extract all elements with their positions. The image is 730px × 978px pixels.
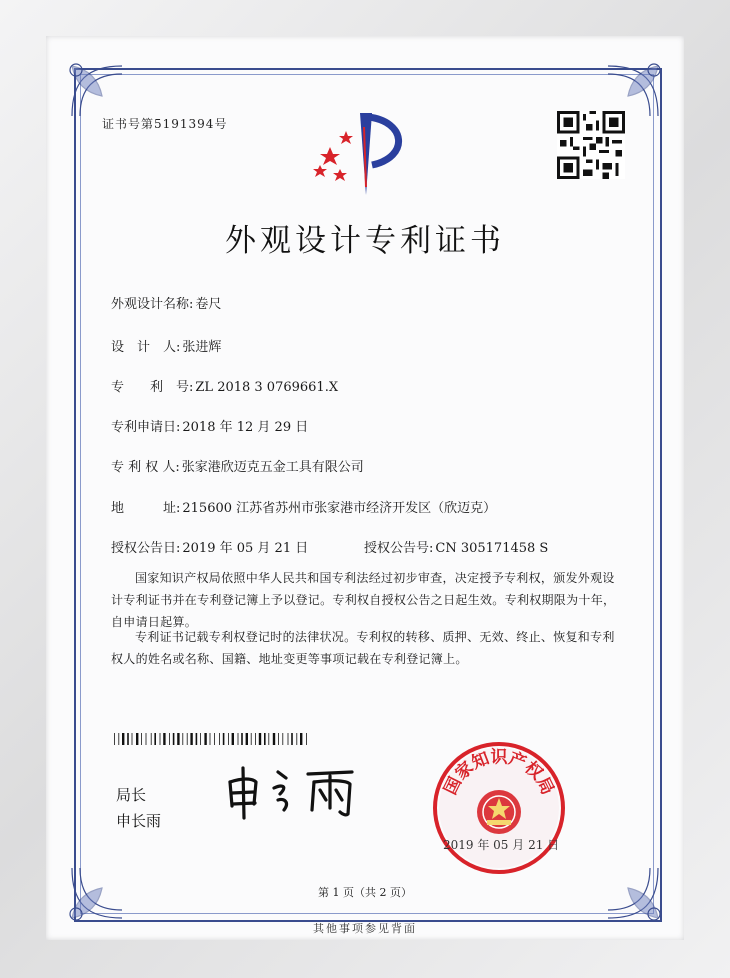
field-value: 张进辉 [182,340,222,355]
director-title: 局长 [116,786,147,804]
field-address [111,497,496,516]
field-announcement-number [364,537,548,556]
patent-office-logo [306,107,416,197]
field-value: 卷尺 [195,297,222,312]
field-value: CN 305171458 S [435,541,549,556]
director-signature [222,760,372,820]
field-application-date [111,416,308,435]
field-value: 2019 年 05 月 21 日 [182,541,309,556]
field-label: 设 计 人: [111,340,181,355]
field-label: 外观设计名称: [111,297,194,312]
field-patentee [111,456,364,475]
field-label: 授权公告号: [364,541,434,556]
field-label: 授权公告日: [111,541,181,556]
certificate-title: 外观设计专利证书 [225,223,505,259]
field-value: 2018 年 12 月 29 日 [182,420,309,435]
field-design-name [111,293,221,312]
director-name: 申长雨 [116,812,162,830]
field-patent-number [111,376,338,395]
qr-code [557,111,625,179]
field-label: 专 利 号: [111,380,194,395]
page-number: 第 1 页（共 2 页） [318,886,412,899]
certificate-number: 证书号第5191394号 [102,117,228,131]
field-label: 地 址: [111,501,181,516]
barcode [114,733,310,745]
field-label: 专利申请日: [111,420,181,435]
field-value: 215600 江苏省苏州市张家港市经济开发区（欣迈克） [182,501,497,516]
field-label: 专 利 权 人: [111,460,180,475]
field-announcement-date [111,537,308,556]
seal-text: 国家知识产权局 [440,747,558,799]
official-seal [431,740,567,876]
legal-paragraph-grant: 国家知识产权局依照中华人民共和国专利法经过初步审查，决定授予专利权，颁发外观设计专利证书并在专利登记簿上予以登记。专利权自授权公告之日起生效。专利权期限为十年，自申请日起算。 [111,571,616,629]
field-value: 张家港欣迈克五金工具有限公司 [181,460,364,475]
field-value: ZL 2018 3 0769661.X [195,380,339,395]
seal-date: 2019 年 05 月 21 日 [443,838,560,852]
field-designer [111,336,221,355]
footer-note: 其他事项参见背面 [313,922,417,935]
legal-paragraph-status: 专利证书记载专利权登记时的法律状况。专利权的转移、质押、无效、终止、恢复和专利权人的姓名或名称、国籍、地址变更等事项记载在专利登记簿上。 [111,630,615,666]
